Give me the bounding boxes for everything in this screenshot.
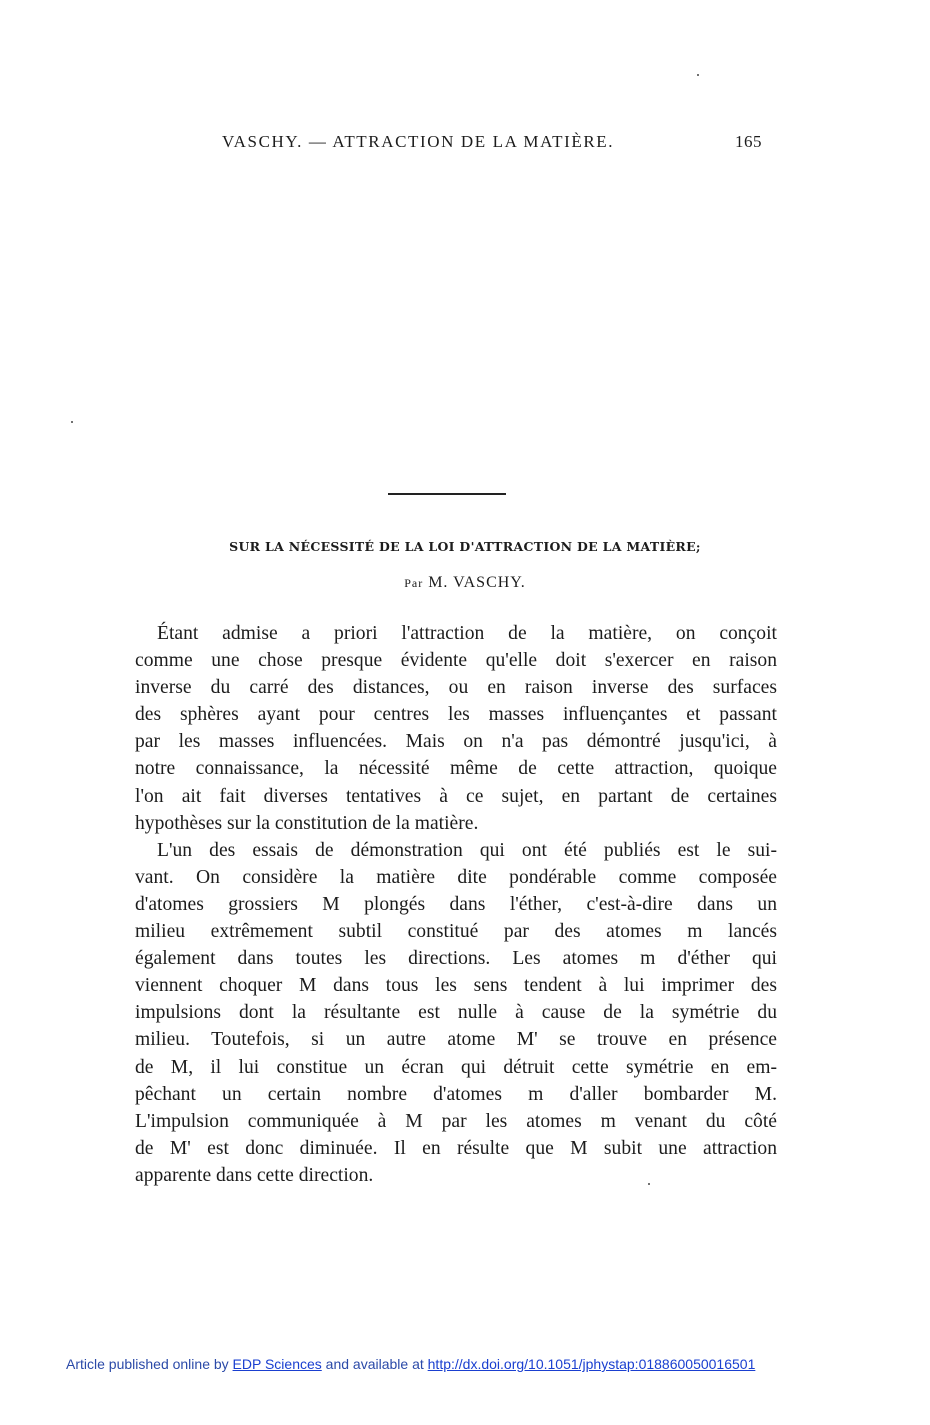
body-line: d'atomes grossiers M plongés dans l'éther, c'est-à-dire dans un [135,893,777,915]
body-line: inverse du carré des distances, ou en raison inverse des surfaces [135,677,777,699]
body-line: l'on ait fait diverses tentatives à ce sujet, en partant de certaines [135,785,777,807]
body-line: milieu extrêmement subtil constitué par des atomes m lancés [135,921,777,943]
body-line: pêchant un certain nombre d'atomes m d'aller bombarder M. [135,1083,777,1105]
body-line: apparente dans cette direction. [135,1164,374,1186]
body-line: par les masses influencées. Mais on n'a pas démontré jusqu'ici, à [135,731,777,753]
body-line: L'impulsion communiquée à M par les atomes m venant du côté [135,1110,777,1132]
body-line: de M' est donc diminuée. Il en résulte que M subit une attraction [135,1137,777,1159]
body-line: Étant admise a priori l'attraction de la matière, on conçoit [157,623,777,644]
doi-link[interactable]: http://dx.doi.org/10.1051/jphystap:018860050016501 [427,1356,756,1372]
body-line: également dans toutes les directions. Les atomes m d'éther qui [135,948,777,970]
page-number: 165 [735,132,762,151]
body-line: notre connaissance, la nécessité même de cette attraction, quoique [135,758,777,780]
scan-speck [697,74,699,76]
edp-sciences-link[interactable]: EDP Sciences [232,1356,322,1372]
footer-middle: and available at [325,1356,424,1372]
publication-footer [66,1356,826,1372]
body-line: milieu. Toutefois, si un autre atome M' se trouve en présence [135,1029,777,1051]
article-title: SUR LA NÉCESSITÉ DE LA LOI D'ATTRACTION DE LA MATIÈRE; [229,539,701,554]
body-line: des sphères ayant pour centres les masses influençantes et passant [135,704,777,726]
section-rule [388,493,506,495]
body-line: L'un des essais de démonstration qui ont été publiés est le sui- [157,839,777,861]
body-line: impulsions dont la résultante est nulle à cause de la symétrie du [135,1002,777,1024]
byline [0,574,930,592]
byline-prefix: Par [404,576,424,590]
body-line: viennent choquer M dans tous les sens tendent à lui imprimer des [135,975,777,997]
scan-speck [71,421,73,423]
body-line: hypothèses sur la constitution de la matière. [135,812,479,834]
body-line: comme une chose presque évidente qu'elle doit s'exercer en raison [135,650,777,672]
body-line: vant. On considère la matière dite pondérable comme composée [135,866,777,888]
article-body [135,620,777,1189]
body-line: de M, il lui constitue un écran qui détruit cette symétrie en em- [135,1056,777,1078]
footer-prefix: Article published online by [66,1356,229,1372]
byline-author: M. VASCHY. [428,574,526,591]
running-head: VASCHY. — ATTRACTION DE LA MATIÈRE. [222,132,615,151]
